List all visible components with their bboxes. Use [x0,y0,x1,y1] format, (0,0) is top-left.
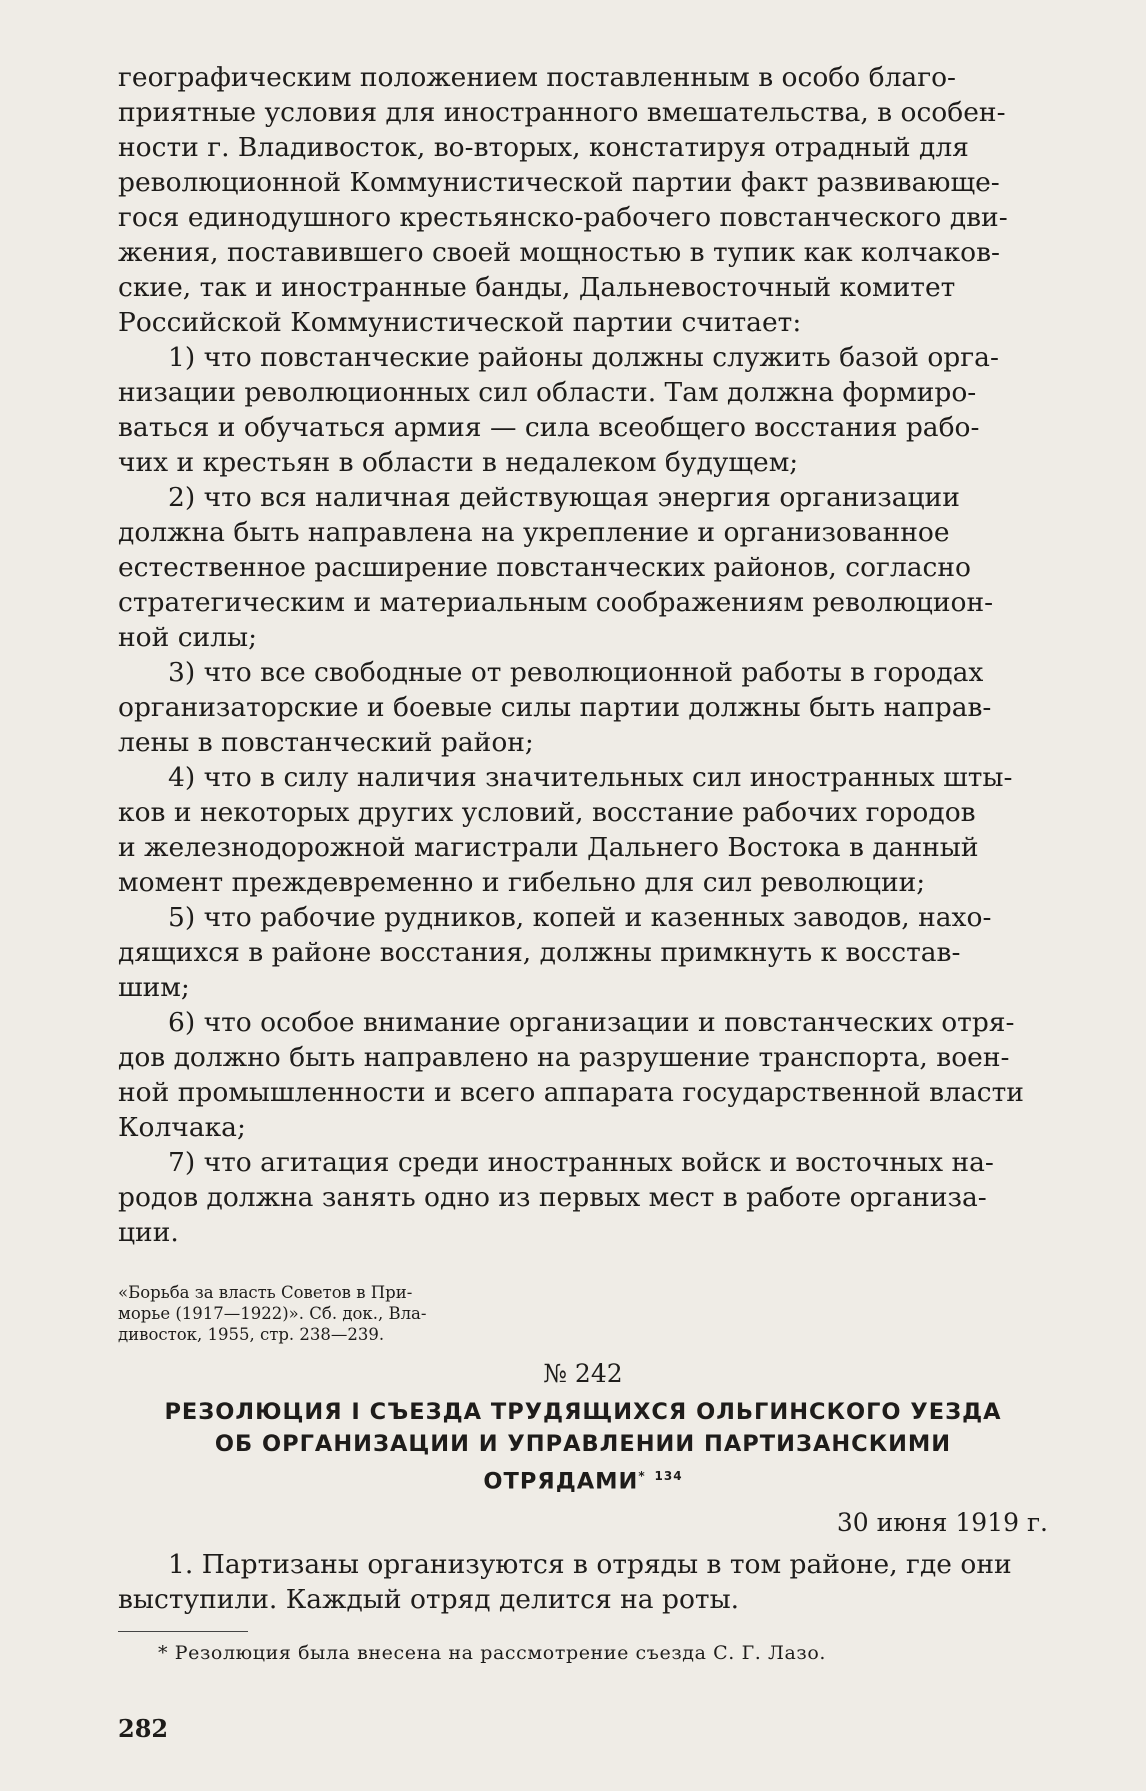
title-text: РЕЗОЛЮЦИЯ I СЪЕЗДА ТРУДЯЩИХСЯ ОЛЬГИНСКОГО УЕЗДА ОБ ОРГАНИЗАЦИИ И УПРАВЛЕНИИ ПАРТИЗАНСКИМИ ОТРЯДАМИ [164,1399,1002,1495]
footnote: * Резолюция была внесена на рассмотрение съезда С. Г. Лазо. [158,1641,827,1664]
list-item: 6) что особое внимание организации и повстанческих отря- дов должно быть направлено на разрушение транспорта, воен- ной промышленности и всего аппарата государственной власти Колчака; [118,1007,1024,1143]
document-date: 30 июня 1919 г. [836,1507,1048,1537]
body-paragraph: 1. Партизаны организуются в отряды в том районе, где они выступили. Каждый отряд делится на роты. [118,1548,1012,1615]
list-item: 4) что в силу наличия значительных сил иностранных шты- ков и некоторых других условий, восстание рабочих городов и железнодорожной магистрали Дальнего Востока в данный момент преждевременно и гибельно для сил революции; [118,762,1013,898]
page-number: 282 [118,1713,169,1743]
source-citation: «Борьба за власть Советов в При- морье (1917—1922)». Сб. док., Вла- дивосток, 1955, стр. 238—239. [118,1283,427,1344]
title-footnote-star: * [638,1469,646,1483]
list-item: 3) что все свободные от революционной работы в городах организаторские и боевые силы партии должны быть направ- лены в повстанческий район; [118,657,992,758]
list-item: 7) что агитация среди иностранных войск и восточных на- родов должна занять одно из первых мест в работе организа- ции. [118,1147,994,1248]
title-note-ref: 134 [654,1469,683,1483]
list-item: 2) что вся наличная действующая энергия организации должна быть направлена на укрепление и организованное естественное расширение повстанческих районов, согласно стратегическим и материальным соображениям революцион- ной силы; [118,482,994,653]
footnote-divider [118,1631,248,1632]
document-page [118,60,1048,1743]
list-item: 1) что повстанческие районы должны служить базой орга- низации революционных сил области. Там должна формиро- ваться и обучаться армия — сила всеобщего восстания рабо- чих и крестьян в области в недалеком будущем; [118,342,999,478]
document-number: № 242 [543,1359,623,1388]
list-item: 5) что рабочие рудников, копей и казенных заводов, нахо- дящихся в районе восстания, должны примкнуть к восстав- шим; [118,902,992,1003]
intro-paragraph: географическим положением поставленным в особо благо- приятные условия для иностранного вмешательства, в особен- ности г. Владивосток, во-вторых, констатируя отрадный для революционной Коммунистической партии факт развивающе- гося единодушного крестьянско-рабочего повстанческого дви- жения, поставившего своей мощностью в тупик как колчаков- ские, так и иностранные банды, Дальневосточный комитет Российской Коммунистической партии считает: [118,62,1008,338]
document-title [118,1396,1048,1498]
